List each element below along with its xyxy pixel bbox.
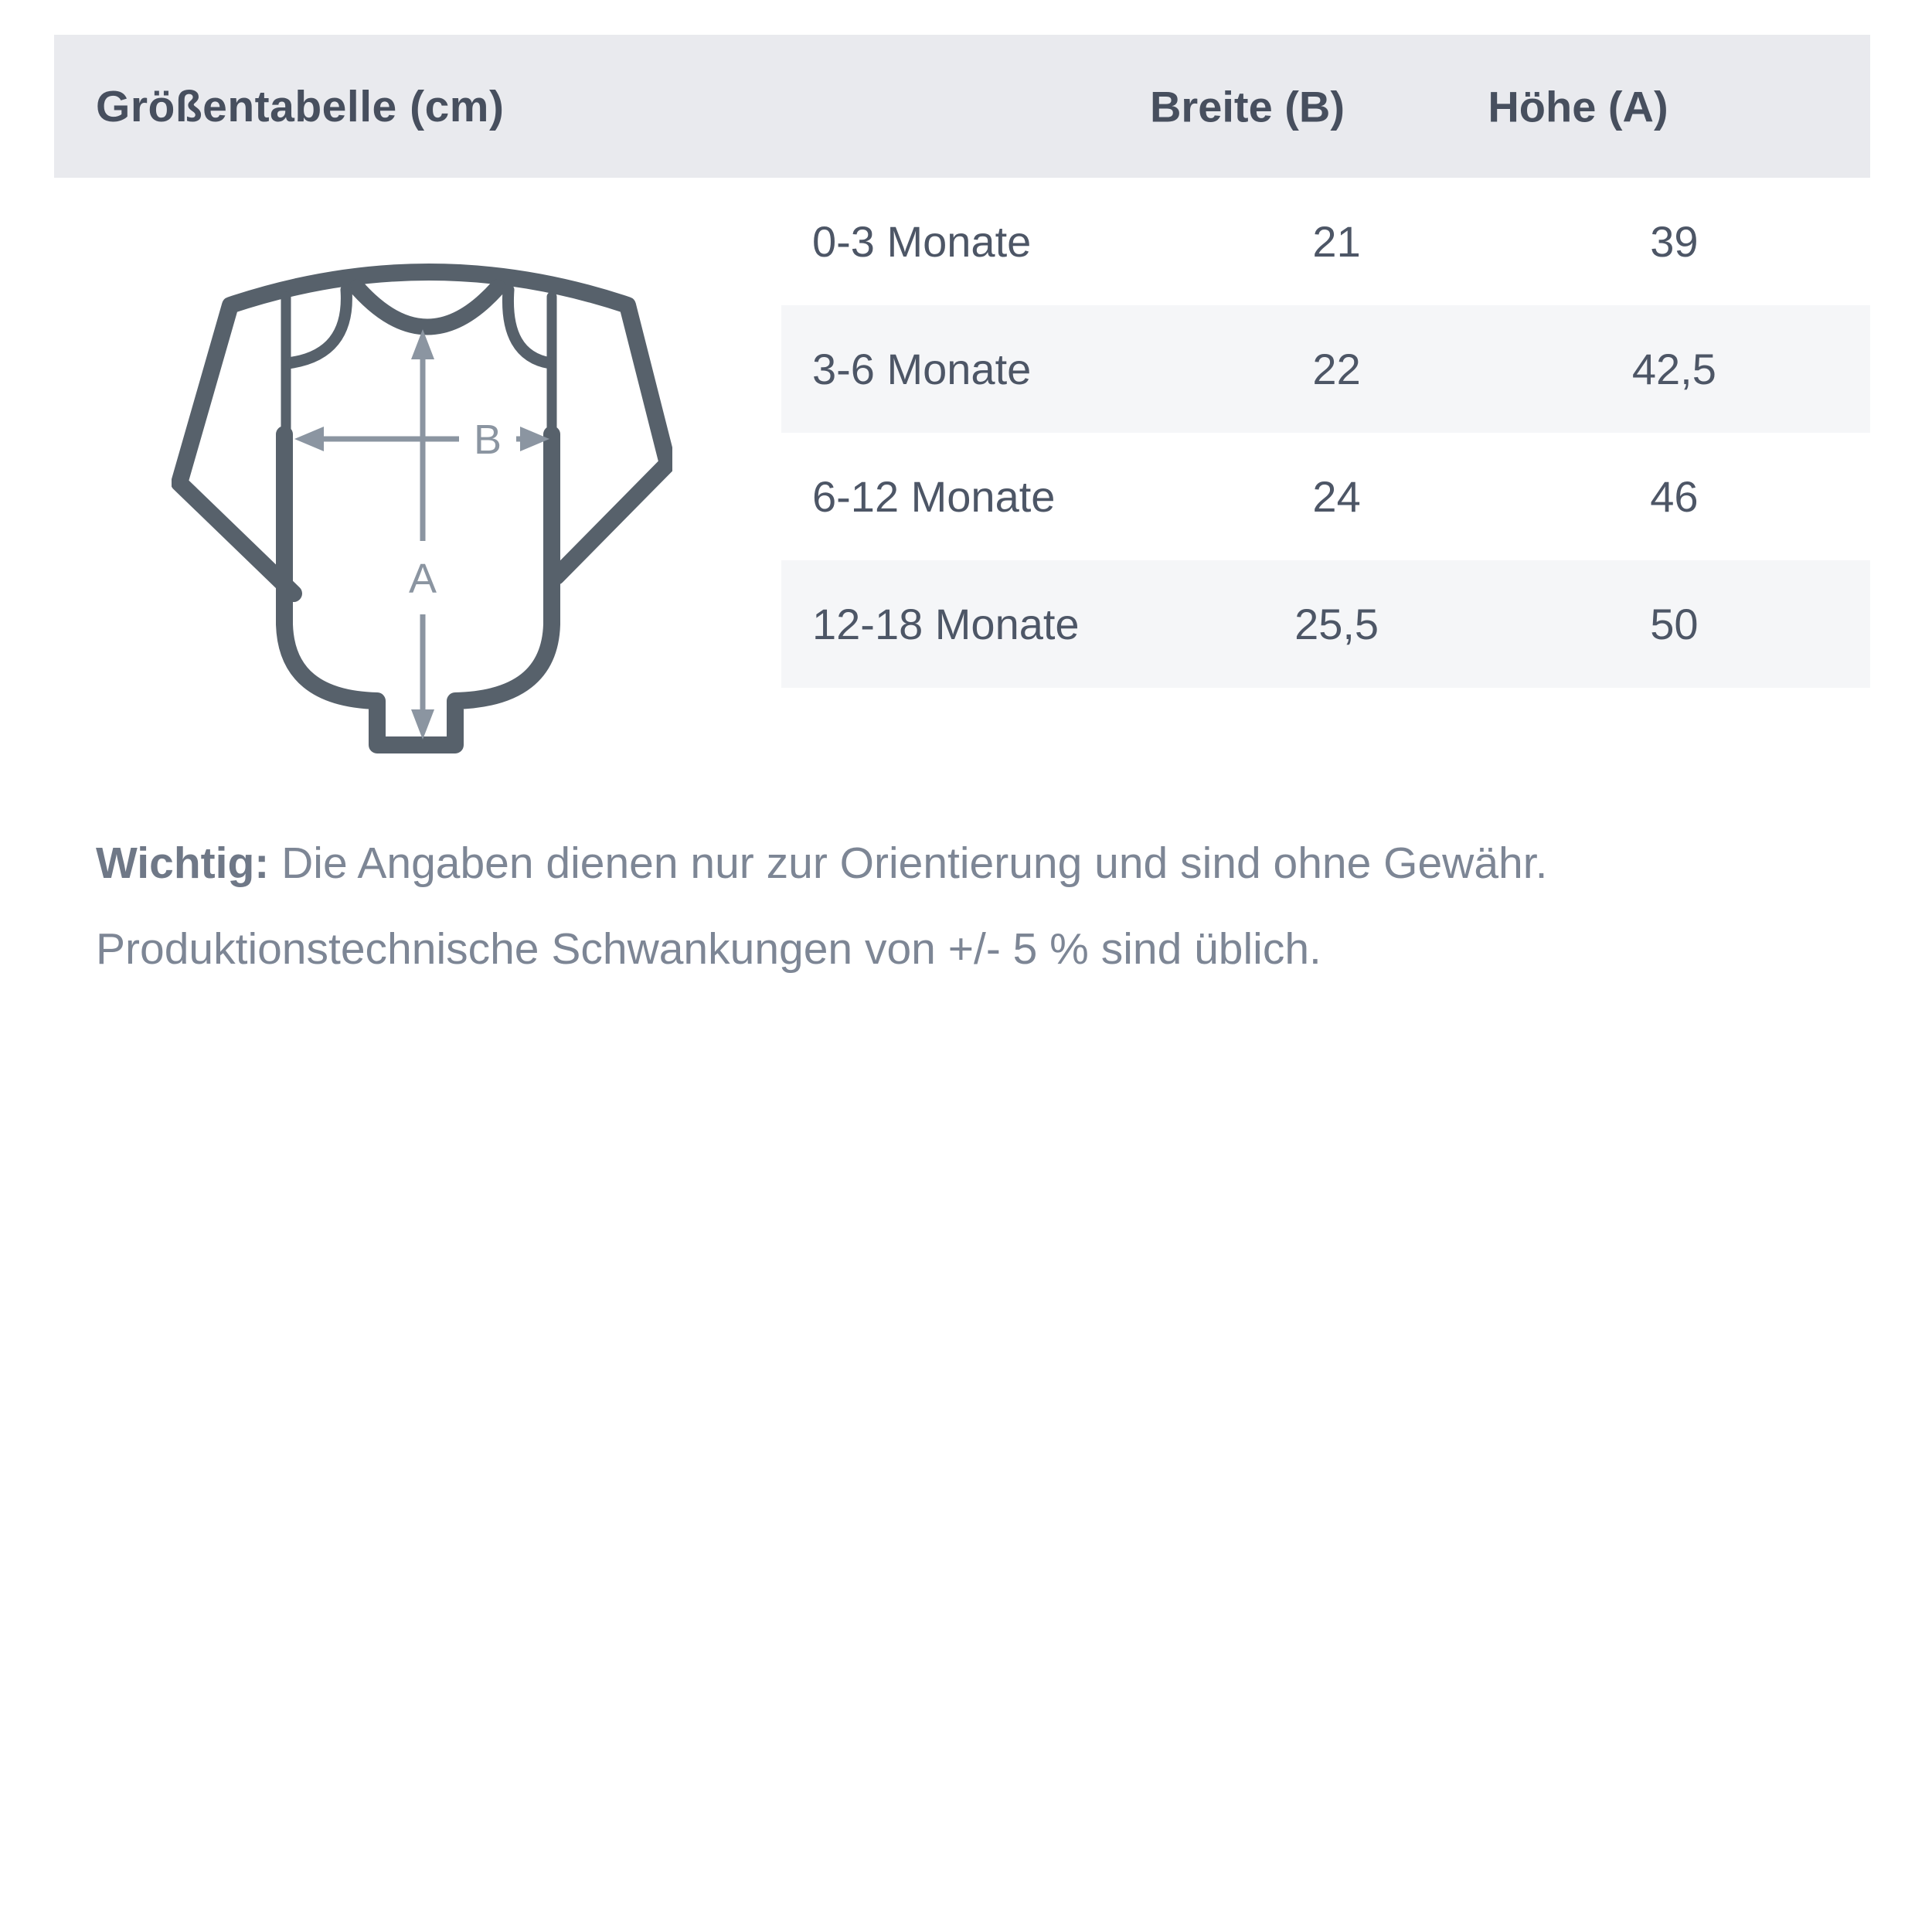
bodysuit-right-flap-arc <box>508 290 550 363</box>
disclaimer-line-2 <box>96 906 1873 992</box>
row-size-label: 0-3 Monate <box>812 217 1032 266</box>
row-breite-value: 21 <box>1312 217 1361 266</box>
disclaimer-note <box>96 821 1873 992</box>
disclaimer-text-2: Produktionstechnische Schwankungen von +/- 5 % sind üblich. <box>96 924 1321 974</box>
table-row <box>781 560 1870 688</box>
bodysuit-diagram-svg <box>172 232 672 773</box>
row-breite-value: 25,5 <box>1294 600 1379 648</box>
row-breite-value: 22 <box>1312 345 1361 393</box>
bodysuit-collar-arc <box>357 287 498 327</box>
size-chart-title: Größentabelle (cm) <box>96 81 505 131</box>
height-label-a: A <box>408 556 437 602</box>
bodysuit-left-flap-arc <box>287 290 346 363</box>
height-arrowhead-down <box>411 709 434 740</box>
disclaimer-label: Wichtig: <box>96 838 270 888</box>
width-label-b: B <box>473 417 502 463</box>
row-size-label: 6-12 Monate <box>812 472 1056 521</box>
table-row <box>781 178 1870 305</box>
row-hoehe-value: 46 <box>1650 472 1699 521</box>
column-header-breite: Breite (B) <box>1149 82 1345 131</box>
column-header-hoehe: Höhe (A) <box>1488 82 1668 131</box>
row-hoehe-value: 39 <box>1650 217 1699 266</box>
row-breite-value: 24 <box>1312 472 1361 521</box>
width-arrowhead-left <box>294 427 324 451</box>
row-size-label: 12-18 Monate <box>812 600 1080 648</box>
row-hoehe-value: 42,5 <box>1631 345 1716 393</box>
bodysuit-measure-diagram <box>172 232 672 773</box>
size-chart-header <box>54 35 1870 178</box>
table-row <box>781 433 1870 560</box>
disclaimer-line-1 <box>96 821 1873 906</box>
disclaimer-text-1: Die Angaben dienen nur zur Orientierung und sind ohne Gewähr. <box>281 838 1548 888</box>
row-size-label: 3-6 Monate <box>812 345 1032 393</box>
row-hoehe-value: 50 <box>1650 600 1699 648</box>
size-table-rows <box>781 178 1870 688</box>
table-row <box>781 305 1870 433</box>
